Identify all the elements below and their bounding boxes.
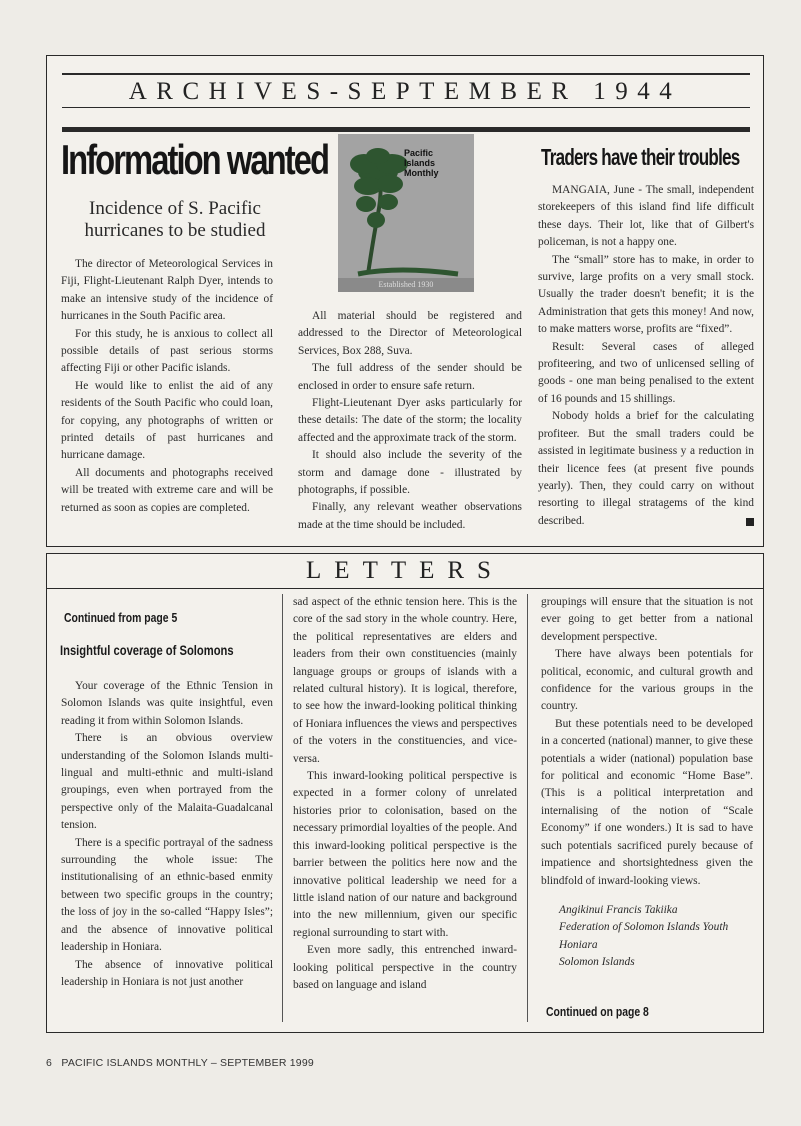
paragraph: All material should be registered and addressed to the Director of Meteorological Services, Box 288, Suva. <box>298 310 522 357</box>
main-story-title: Information wanted <box>61 136 329 183</box>
paragraph: The absence of innovative political leadership in Honiara is not just another <box>61 958 273 988</box>
letter-column-2 <box>293 594 517 994</box>
signature-country: Solomon Islands <box>559 956 635 969</box>
archives-top-rule <box>62 73 750 75</box>
main-story-column-1 <box>61 256 273 517</box>
page-footer <box>46 1057 314 1069</box>
letter-column-1 <box>61 678 273 991</box>
continued-from-label: Continued from page 5 <box>64 610 178 625</box>
paragraph: Finally, any relevant weather observations made at the time should be included. <box>298 501 522 531</box>
paragraph: The “small” store has to make, in order to survive, large profits on a very small stock. Usually the trader doesn't benefit; it is the Administration that gets this money! And now, to make matters worse, profits are “fixed”. <box>538 253 754 336</box>
main-story-subtitle: Incidence of S. Pacific hurricanes to be studied <box>84 198 266 241</box>
publication-line: PACIFIC ISLANDS MONTHLY – SEPTEMBER 1999 <box>61 1057 314 1069</box>
paragraph: There is a specific portrayal of the sadness surrounding the whole issue: The institutionalising of an ethnic-based enmity between two specific groups in the country; the loss of joy in the so-called “Happy Isles”; and the absence of innovative political leadership in Honiara. <box>61 836 273 954</box>
paragraph: The full address of the sender should be enclosed in order to ensure safe return. <box>298 362 522 392</box>
paragraph: Nobody holds a brief for the calculating profiteer. But the small traders could be assisted in legitimate business y a reduction in their licence fees (at present five pounds yearly). Then, they could carry on without resorting to illegal stratagems of the kind described. <box>538 410 754 527</box>
paragraph: It should also include the severity of the storm and damage done - illustrated by photographs, if possible. <box>298 449 522 497</box>
main-story-column-2 <box>298 308 522 534</box>
paragraph: For this study, he is anxious to collect all possible details of past serious storms affecting Fiji or other Pacific islands. <box>61 327 273 375</box>
paragraph: The director of Meteorological Services in Fiji, Flight-Lieutenant Ralph Dyer, intends to make an intensive study of the incidence of hurricanes in the South Pacific area. <box>61 258 273 323</box>
letters-heading-rule <box>47 588 763 589</box>
letter-title: Insightful coverage of Solomons <box>60 642 234 658</box>
letters-heading: LETTERS <box>306 557 504 584</box>
paragraph: There is an obvious overview understanding of the Solomon Islands multi-lingual and multi-ethnic and multi-island groupings, even when portrayed from the perspective only of the Malaita-Guadalcanal tension. <box>61 732 273 832</box>
magazine-cover-image <box>338 134 474 292</box>
archives-section <box>46 55 764 547</box>
paragraph: Flight-Lieutenant Dyer asks particularly for these details: The date of the storm; the locality affected and the approximate track of the storm. <box>298 397 522 444</box>
cover-title: Pacific Islands Monthly <box>404 148 439 178</box>
paragraph: There have always been potentials for political, economic, and cultural growth and confidence for the various groups in the country. <box>541 648 753 713</box>
column-divider <box>282 594 283 1022</box>
continued-on-label: Continued on page 8 <box>546 1004 649 1019</box>
cover-established: Established 1930 <box>338 278 474 292</box>
paragraph: Even more sadly, this entrenched inward-looking political perspective in the country based on language and island <box>293 944 517 991</box>
page-number: 6 <box>46 1057 53 1069</box>
archives-thick-rule <box>62 127 750 132</box>
column-divider <box>527 594 528 1022</box>
letter-column-3 <box>541 594 753 972</box>
paragraph: He would like to enlist the aid of any residents of the South Pacific who could loan, for copying, any photographs of written or printed details of past hurricanes and hurricane damage. <box>61 379 273 462</box>
paragraph: Result: Several cases of alleged profiteering, and two of unlicensed selling of goods - one man being penalised to the extent of 16 pounds and 15 shillings. <box>538 340 754 405</box>
paragraph: All documents and photographs received will be treated with extreme care and will be returned as soon as copies are completed. <box>61 466 273 514</box>
paragraph: This inward-looking political perspective is expected in a former colony of unrelated histories prior to colonisation, based on the necessary primordial loyalties of the people. And this inward-looking political perspective is the barrier between the politics here now and the innovative political leadership we need for a little island nation of our nature and background into the new millennium, given our specific regional surrounding to start with. <box>293 770 517 939</box>
paragraph: Your coverage of the Ethnic Tension in Solomon Islands was quite insightful, even reading it from within Solomon Islands. <box>61 680 273 727</box>
signature-org: Federation of Solomon Islands Youth <box>559 921 729 934</box>
paragraph: MANGAIA, June - The small, independent storekeepers of this island find life difficult these days. Their lot, like that of Gilbert's policeman, is not a happy one. <box>538 184 754 249</box>
paragraph: sad aspect of the ethnic tension here. This is the core of the sad story in the whole country. Here, the political representatives are elders and leaders from their own constituencies (mainly language groups or groups of islands with a related cultural history). It is logical, therefore, to see how the inward-looking political thinking of Honiara influences the views and perspectives of the voters in the constituencies, and vice-versa. <box>293 596 517 765</box>
end-mark-icon <box>746 518 754 526</box>
paragraph: But these potentials need to be developed in a concerted (national) manner, to give these potentials a wider (national) population base for political and economic “Home Base”. (This is a political interpretation and internalising of the notion of “Scale Economy” if one wonders.) It is sad to have such potentials sacrificed purely because of impatience and shortsightedness given the blindfold of inward-looking views. <box>541 717 753 887</box>
archives-heading: ARCHIVES-SEPTEMBER 1944 <box>128 78 682 105</box>
archives-heading-rule <box>62 107 750 108</box>
letters-section <box>46 553 764 1033</box>
signature-name: Angikinui Francis Takiika <box>559 903 678 916</box>
paragraph: groupings will ensure that the situation is not ever going to get better from a national development perspective. <box>541 596 753 643</box>
side-story-column <box>538 182 754 530</box>
side-story-title: Traders have their troubles <box>541 144 740 170</box>
signature-city: Honiara <box>559 938 598 951</box>
